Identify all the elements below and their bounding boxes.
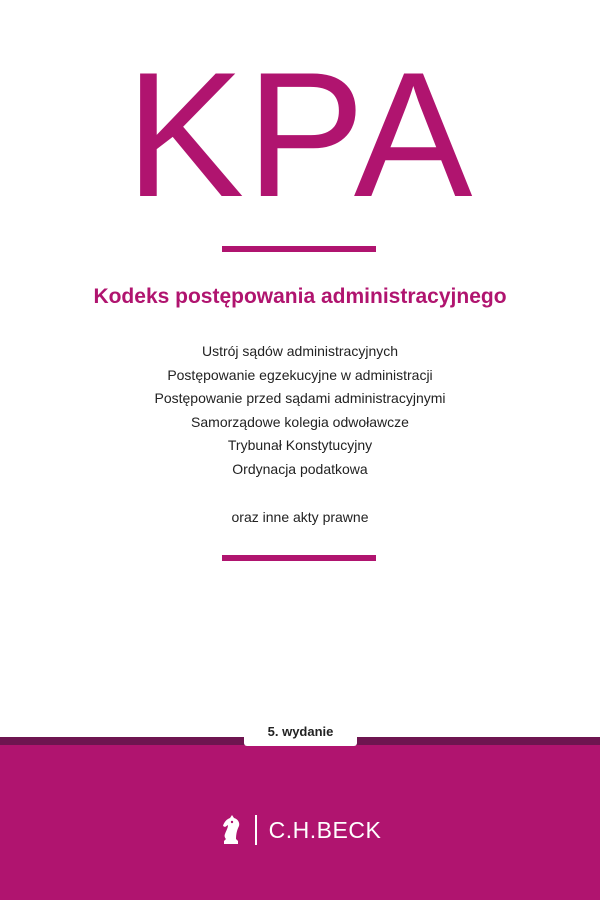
edition-badge: 5. wydanie: [244, 718, 357, 746]
publisher-name: C.H.BECK: [268, 816, 382, 843]
bottom-rule: [222, 555, 376, 561]
contents-item: Ustrój sądów administracyjnych: [201, 343, 399, 359]
top-rule: [222, 246, 376, 252]
chess-knight-icon: [219, 813, 243, 847]
contents-item: Trybunał Konstytucyjny: [227, 437, 373, 453]
publisher-divider: [255, 815, 257, 845]
contents-list: [0, 340, 600, 481]
contents-item: Ordynacja podatkowa: [232, 460, 368, 477]
contents-item: Postępowanie egzekucyjne w administracji: [167, 366, 433, 383]
additional-acts-note: oraz inne akty prawne: [231, 509, 369, 525]
contents-item: Postępowanie przed sądami administracyjnymi: [154, 390, 446, 406]
cover-subtitle: Kodeks postępowania administracyjnego: [93, 285, 507, 308]
contents-item: Samorządowe kolegia odwoławcze: [191, 413, 409, 430]
publisher-mark: [0, 810, 600, 850]
cover-title: KPA: [125, 35, 475, 234]
